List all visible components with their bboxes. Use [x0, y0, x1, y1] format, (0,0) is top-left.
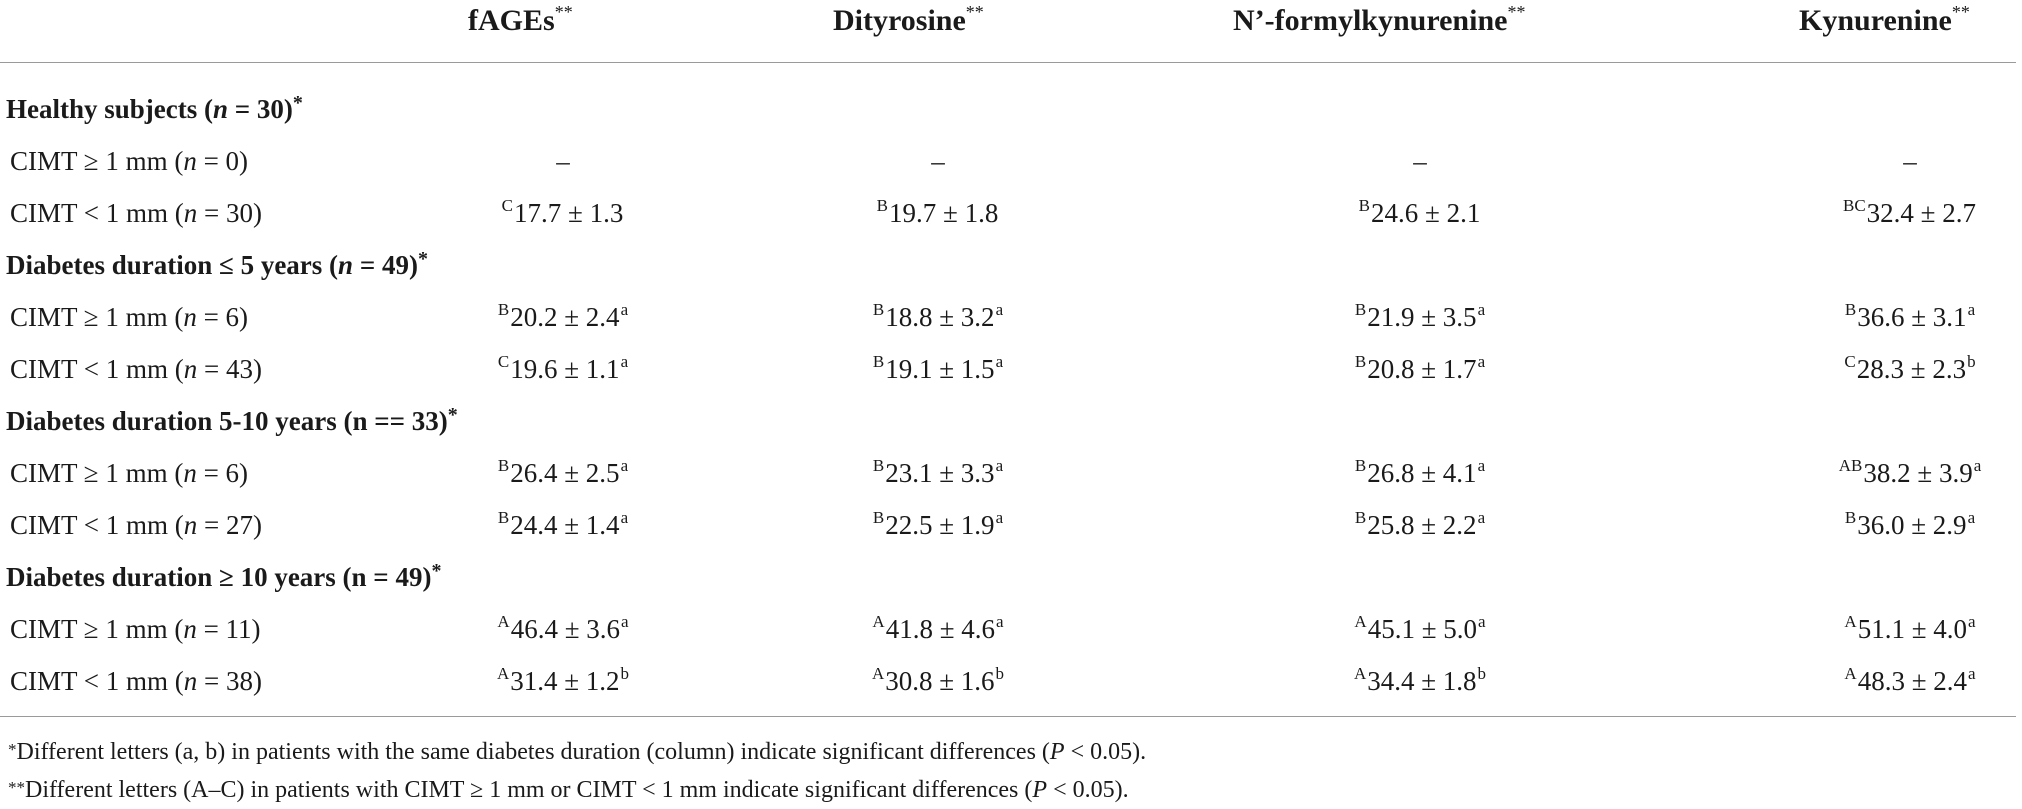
cell-letter-prefix: B: [872, 508, 885, 527]
cell-value: –: [556, 146, 570, 176]
cell-value: 45.1 ± 5.0: [1367, 614, 1478, 644]
value-cell: [1355, 302, 1485, 333]
cell-value: 48.3 ± 2.4: [1857, 666, 1968, 696]
group-label-n: n: [212, 94, 229, 124]
value-cell: [555, 146, 571, 177]
cell-value: 36.6 ± 3.1: [1857, 302, 1967, 332]
value-cell: [502, 198, 625, 229]
group-footnote-mark: *: [431, 560, 442, 582]
cell-value: 17.7 ± 1.3: [514, 198, 624, 228]
cell-letter-prefix: B: [1354, 300, 1367, 319]
cell-value: 21.9 ± 3.5: [1367, 302, 1477, 332]
value-cell: [873, 458, 1003, 489]
row-label-count: = 0): [196, 146, 249, 176]
cell-letter-prefix: B: [872, 300, 885, 319]
row-label: [10, 198, 262, 229]
cell-letter-prefix: C: [497, 352, 510, 371]
value-cell: [1355, 458, 1485, 489]
cell-letter-suffix: a: [1477, 508, 1486, 527]
cell-letter-prefix: A: [871, 664, 885, 683]
cell-value: 19.6 ± 1.1: [510, 354, 620, 384]
value-cell: [1354, 666, 1486, 697]
cell-value: 31.4 ± 1.2: [510, 666, 620, 696]
row-label-text: CIMT ≥ 1 mm (: [10, 458, 184, 488]
footnotes: [8, 733, 1146, 809]
row-label-count: = 27): [197, 510, 262, 540]
group-row: [0, 240, 2022, 292]
cell-value: 36.0 ± 2.9: [1857, 510, 1967, 540]
cell-letter-suffix: a: [1973, 456, 1982, 475]
table-row: [0, 448, 2022, 500]
row-label-count: = 6): [196, 302, 249, 332]
cell-letter-suffix: a: [1477, 352, 1486, 371]
row-label-n: n: [183, 614, 197, 644]
table-row: [0, 500, 2022, 552]
row-label-n: n: [183, 302, 197, 332]
value-cell: [1839, 458, 1982, 489]
cell-letter-suffix: b: [995, 664, 1005, 683]
cell-letter-prefix: B: [1354, 456, 1367, 475]
table-row: [0, 656, 2022, 708]
cell-letter-suffix: a: [995, 508, 1004, 527]
row-label: [10, 302, 248, 333]
column-header-fages: fAGEs**: [468, 2, 573, 37]
cell-value: 30.8 ± 1.6: [885, 666, 995, 696]
cell-value: 46.4 ± 3.6: [510, 614, 621, 644]
cell-value: 25.8 ± 2.2: [1367, 510, 1477, 540]
row-label-count: = 43): [197, 354, 262, 384]
cell-letter-suffix: a: [1478, 612, 1486, 631]
cell-letter-suffix: a: [1967, 300, 1976, 319]
row-label-text: CIMT ≥ 1 mm (: [10, 302, 184, 332]
value-cell: [873, 510, 1003, 541]
cell-value: 28.3 ± 2.3: [1856, 354, 1967, 384]
cell-value: 26.8 ± 4.1: [1367, 458, 1477, 488]
cell-letter-suffix: a: [620, 352, 629, 371]
row-label-n: n: [183, 146, 197, 176]
row-label-text: CIMT < 1 mm (: [10, 666, 184, 696]
value-cell: [1355, 510, 1485, 541]
cell-letter-prefix: B: [497, 508, 510, 527]
cell-value: 20.2 ± 2.4: [510, 302, 620, 332]
value-cell: [498, 302, 628, 333]
cell-letter-suffix: a: [1968, 664, 1976, 683]
row-label-count: = 38): [197, 666, 262, 696]
row-label-n: n: [183, 458, 197, 488]
group-label: [6, 406, 458, 437]
cell-value: 20.8 ± 1.7: [1367, 354, 1477, 384]
column-header-kynurenine: Kynurenine**: [1799, 2, 1970, 37]
header-rule: [0, 62, 2016, 63]
row-label-text: CIMT ≥ 1 mm (: [10, 146, 184, 176]
group-label-count: = 49): [353, 250, 418, 280]
row-label: [10, 666, 262, 697]
cell-value: 24.4 ± 1.4: [510, 510, 620, 540]
value-cell: [872, 614, 1003, 645]
cell-letter-suffix: a: [620, 300, 629, 319]
cell-letter-suffix: a: [995, 456, 1004, 475]
cell-letter-suffix: b: [1477, 664, 1487, 683]
value-cell: [498, 510, 628, 541]
value-cell: [1354, 614, 1485, 645]
value-cell: [873, 354, 1003, 385]
cell-letter-suffix: a: [996, 612, 1004, 631]
cell-letter-suffix: a: [1477, 300, 1486, 319]
cell-value: 51.1 ± 4.0: [1857, 614, 1968, 644]
value-cell: [498, 458, 628, 489]
cell-letter-prefix: B: [1354, 352, 1367, 371]
group-footnote-mark: *: [447, 404, 458, 426]
value-cell: [498, 354, 628, 385]
group-label-text: Diabetes duration ≥ 10 years (n = 49): [6, 562, 432, 592]
row-label-count: = 30): [197, 198, 262, 228]
group-row: [0, 552, 2022, 604]
group-label: [6, 94, 303, 125]
cell-letter-prefix: B: [872, 456, 885, 475]
value-cell: [1355, 354, 1485, 385]
column-header-n-formylkynurenine: N’-formylkynurenine**: [1233, 2, 1526, 37]
cell-letter-suffix: a: [620, 456, 629, 475]
group-footnote-mark: *: [292, 92, 303, 114]
table-row: [0, 188, 2022, 240]
table-row: [0, 292, 2022, 344]
value-cell: [1412, 146, 1428, 177]
row-label-text: CIMT < 1 mm (: [10, 510, 184, 540]
group-row: [0, 396, 2022, 448]
cell-letter-suffix: a: [1967, 508, 1976, 527]
cell-letter-prefix: B: [1844, 300, 1857, 319]
cell-letter-suffix: a: [995, 300, 1004, 319]
group-row: [0, 84, 2022, 136]
value-cell: [497, 614, 628, 645]
value-cell: [1902, 146, 1918, 177]
table-row: [0, 136, 2022, 188]
value-cell: [1359, 198, 1482, 229]
group-label: [6, 250, 428, 281]
value-cell: [873, 302, 1003, 333]
cell-letter-prefix: B: [872, 352, 885, 371]
cell-value: –: [1413, 146, 1427, 176]
cell-value: –: [1903, 146, 1917, 176]
row-label-count: = 6): [196, 458, 249, 488]
cell-letter-prefix: A: [1354, 612, 1367, 631]
cell-letter-prefix: A: [496, 664, 510, 683]
cell-letter-prefix: A: [1353, 664, 1367, 683]
cell-letter-suffix: a: [995, 352, 1004, 371]
value-cell: [872, 666, 1004, 697]
cell-letter-suffix: a: [620, 508, 629, 527]
bottom-rule: [0, 716, 2016, 717]
value-cell: [1844, 354, 1975, 385]
cell-letter-prefix: C: [501, 196, 514, 215]
value-cell: [1844, 666, 1975, 697]
cell-letter-suffix: a: [1968, 612, 1976, 631]
cell-letter-prefix: BC: [1842, 196, 1866, 215]
row-label-text: CIMT < 1 mm (: [10, 198, 184, 228]
cell-letter-suffix: a: [1477, 456, 1486, 475]
cell-value: 22.5 ± 1.9: [885, 510, 995, 540]
row-label-text: CIMT ≥ 1 mm (: [10, 614, 184, 644]
cell-value: 34.4 ± 1.8: [1367, 666, 1477, 696]
cell-letter-prefix: B: [1358, 196, 1371, 215]
cell-value: –: [931, 146, 945, 176]
cell-value: 38.2 ± 3.9: [1863, 458, 1973, 488]
cell-letter-prefix: A: [1844, 612, 1857, 631]
cell-value: 19.1 ± 1.5: [885, 354, 995, 384]
group-label-text: Diabetes duration ≤ 5 years (: [6, 250, 339, 280]
cell-letter-prefix: B: [1354, 508, 1367, 527]
group-footnote-mark: *: [417, 248, 428, 270]
row-label-n: n: [183, 354, 198, 384]
table-header: [0, 0, 2022, 62]
row-label-count: = 11): [196, 614, 261, 644]
column-header-dityrosine: Dityrosine**: [833, 2, 984, 37]
cell-letter-prefix: A: [1844, 664, 1857, 683]
group-label-count: = 30): [228, 94, 293, 124]
cell-value: 41.8 ± 4.6: [885, 614, 996, 644]
cell-letter-prefix: AB: [1838, 456, 1863, 475]
footnote-single-asterisk: *Different letters (a, b) in patients with the same diabetes duration (column) indicate significant differences (P < 0.05).: [8, 739, 1147, 765]
cell-value: 18.8 ± 3.2: [885, 302, 995, 332]
value-cell: [1845, 510, 1975, 541]
cell-letter-prefix: A: [497, 612, 510, 631]
value-cell: [1844, 614, 1975, 645]
row-label: [10, 146, 248, 177]
cell-value: 24.6 ± 2.1: [1371, 198, 1481, 228]
cell-letter-prefix: B: [497, 456, 510, 475]
footnote-double-asterisk: **Different letters (A–C) in patients with CIMT ≥ 1 mm or CIMT < 1 mm indicate significant differences (P < 0.05).: [8, 777, 1129, 803]
group-label-text: Healthy subjects (: [6, 94, 213, 124]
value-cell: [497, 666, 629, 697]
table-row: [0, 344, 2022, 396]
cell-value: 32.4 ± 2.7: [1866, 198, 1977, 228]
group-label: [6, 562, 441, 593]
group-label-n: n: [338, 250, 354, 280]
cell-value: 19.7 ± 1.8: [889, 198, 999, 228]
cell-value: 23.1 ± 3.3: [885, 458, 995, 488]
row-label: [10, 510, 262, 541]
row-label-text: CIMT < 1 mm (: [10, 354, 184, 384]
cell-letter-suffix: b: [1967, 352, 1976, 371]
cell-letter-suffix: a: [621, 612, 629, 631]
cell-value: 26.4 ± 2.5: [510, 458, 620, 488]
row-label: [10, 458, 248, 489]
value-cell: [877, 198, 1000, 229]
cell-letter-prefix: B: [876, 196, 889, 215]
row-label-n: n: [183, 198, 198, 228]
row-label: [10, 614, 261, 645]
value-cell: [1843, 198, 1977, 229]
row-label-n: n: [183, 666, 198, 696]
cell-letter-prefix: C: [1844, 352, 1856, 371]
cell-letter-suffix: b: [620, 664, 630, 683]
value-cell: [1845, 302, 1975, 333]
cell-letter-prefix: B: [1844, 508, 1857, 527]
cell-letter-prefix: A: [872, 612, 885, 631]
cell-letter-prefix: B: [497, 300, 510, 319]
row-label: [10, 354, 262, 385]
group-label-text: Diabetes duration 5-10 years (n == 33): [6, 406, 448, 436]
value-cell: [930, 146, 946, 177]
table-row: [0, 604, 2022, 656]
row-label-n: n: [183, 510, 198, 540]
